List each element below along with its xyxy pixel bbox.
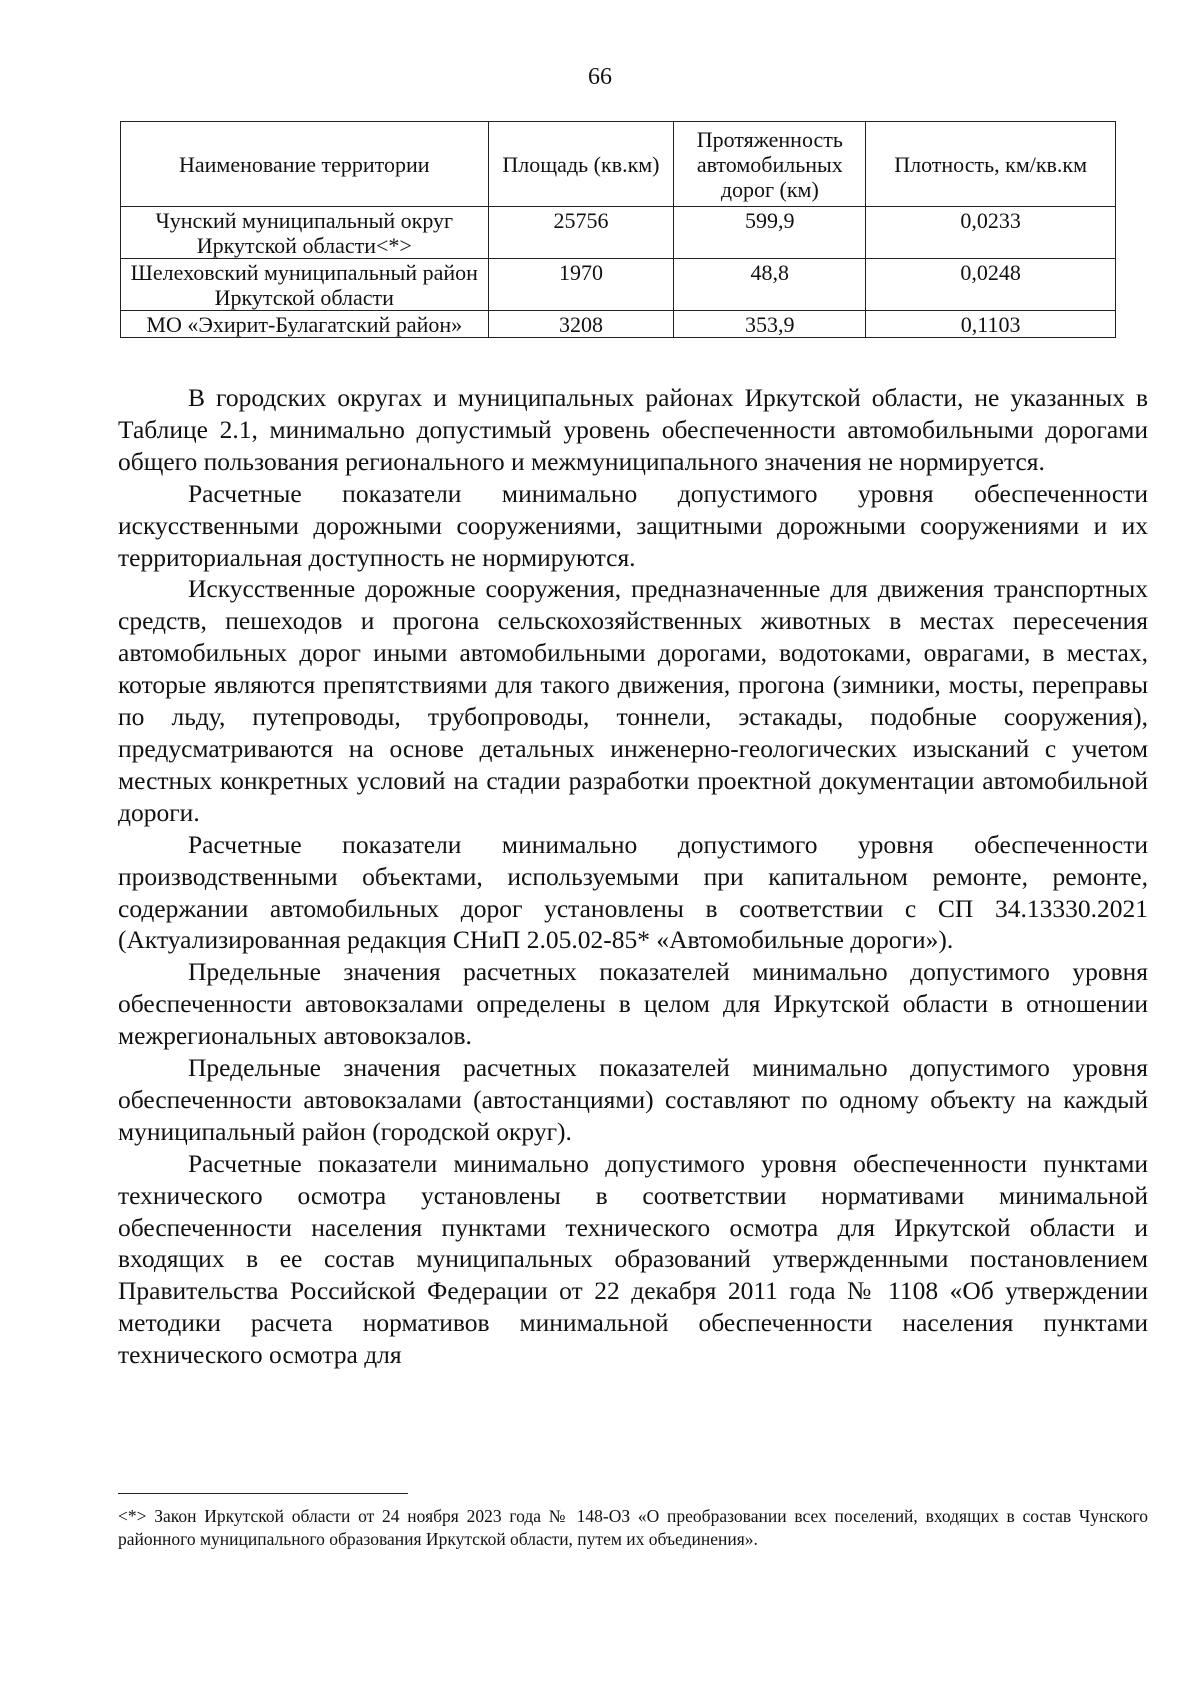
page-number: 66	[588, 64, 612, 90]
cell-density: 0,1103	[866, 311, 1116, 338]
header-density: Плотность, км/кв.км	[866, 122, 1116, 207]
header-territory: Наименование территории	[121, 122, 489, 207]
paragraph: Расчетные показатели минимально допустимого уровня обеспеченности пунктами технического осмотра установлены в соответствии нормативами минимальной обеспеченности населения пунктами технического осмотра для Иркутской области и входящих в ее состав муниципальных образований утвержденными постановлением Правительства Российской Федерации от 22 декабря 2011 года № 1108 «Об утверждении методики расчета нормативов минимальной обеспеченности населения пунктами технического осмотра для	[118, 1148, 1148, 1370]
paragraph: В городских округах и муниципальных районах Иркутской области, не указанных в Таблице 2.1, минимально допустимый уровень обеспеченности автомобильными дорогами общего пользования регионального и межмуниципального значения не нормируется.	[118, 383, 1148, 476]
territory-road-density-table	[120, 121, 1116, 338]
table-row	[121, 207, 1116, 259]
paragraph: Предельные значения расчетных показателей минимально допустимого уровня обеспеченности автовокзалами определены в целом для Иркутской области в отношении межрегиональных автовокзалов.	[118, 957, 1148, 1051]
cell-territory: Чунский муниципальный округ Иркутской области<*>	[121, 207, 489, 259]
paragraph: Предельные значения расчетных показателей минимально допустимого уровня обеспеченности автовокзалами (автостанциями) составляют по одному объекту на каждый муниципальный район (городской округ).	[118, 1053, 1148, 1146]
cell-territory: Шелеховский муниципальный район Иркутской области	[121, 259, 489, 311]
table-row	[121, 259, 1116, 311]
cell-area: 25756	[488, 207, 674, 259]
cell-territory: МО «Эхирит-Булагатский район»	[121, 311, 489, 338]
paragraph: Искусственные дорожные сооружения, предназначенные для движения транспортных средств, пешеходов и прогона сельскохозяйственных животных в местах пересечения автомобильных дорог иными автомобильными дорогами, водотоками, оврагами, в местах, которые являются препятствиями для такого движения, прогона (зимники, мосты, переправы по льду, путепроводы, трубопроводы, тоннели, эстакады, подобные сооружения), предусматриваются на основе детальных инженерно-геологических изысканий с учетом местных конкретных условий на стадии разработки проектной документации автомобильной дороги.	[118, 574, 1148, 827]
cell-density: 0,0248	[866, 259, 1116, 311]
cell-area: 3208	[488, 311, 674, 338]
cell-area: 1970	[488, 259, 674, 311]
header-area: Площадь (кв.км)	[488, 122, 674, 207]
footnote: <*> Закон Иркутской области от 24 ноября 2023 года № 148-ОЗ «О преобразовании всех поселений, входящих в состав Чунского районного муниципального образования Иркутской области, путем их объединения».	[118, 1506, 1148, 1549]
paragraph: Расчетные показатели минимально допустимого уровня обеспеченности искусственными дорожными сооружениями, защитными дорожными сооружениями и их территориальная доступность не нормируются.	[118, 478, 1148, 572]
body-text	[118, 382, 1148, 1371]
header-road-length: Протяженность автомобильных дорог (км)	[674, 122, 866, 207]
table-row	[121, 311, 1116, 338]
cell-road-length: 48,8	[674, 259, 866, 311]
cell-road-length: 353,9	[674, 311, 866, 338]
cell-road-length: 599,9	[674, 207, 866, 259]
footnote-divider	[118, 1493, 408, 1494]
cell-density: 0,0233	[866, 207, 1116, 259]
paragraph: Расчетные показатели минимально допустимого уровня обеспеченности производственными объектами, используемыми при капитальном ремонте, ремонте, содержании автомобильных дорог установлены в соответствии с СП 34.13330.2021 (Актуализированная редакция СНиП 2.05.02-85* «Автомобильные дороги»).	[118, 829, 1148, 955]
table-header-row	[121, 122, 1116, 207]
